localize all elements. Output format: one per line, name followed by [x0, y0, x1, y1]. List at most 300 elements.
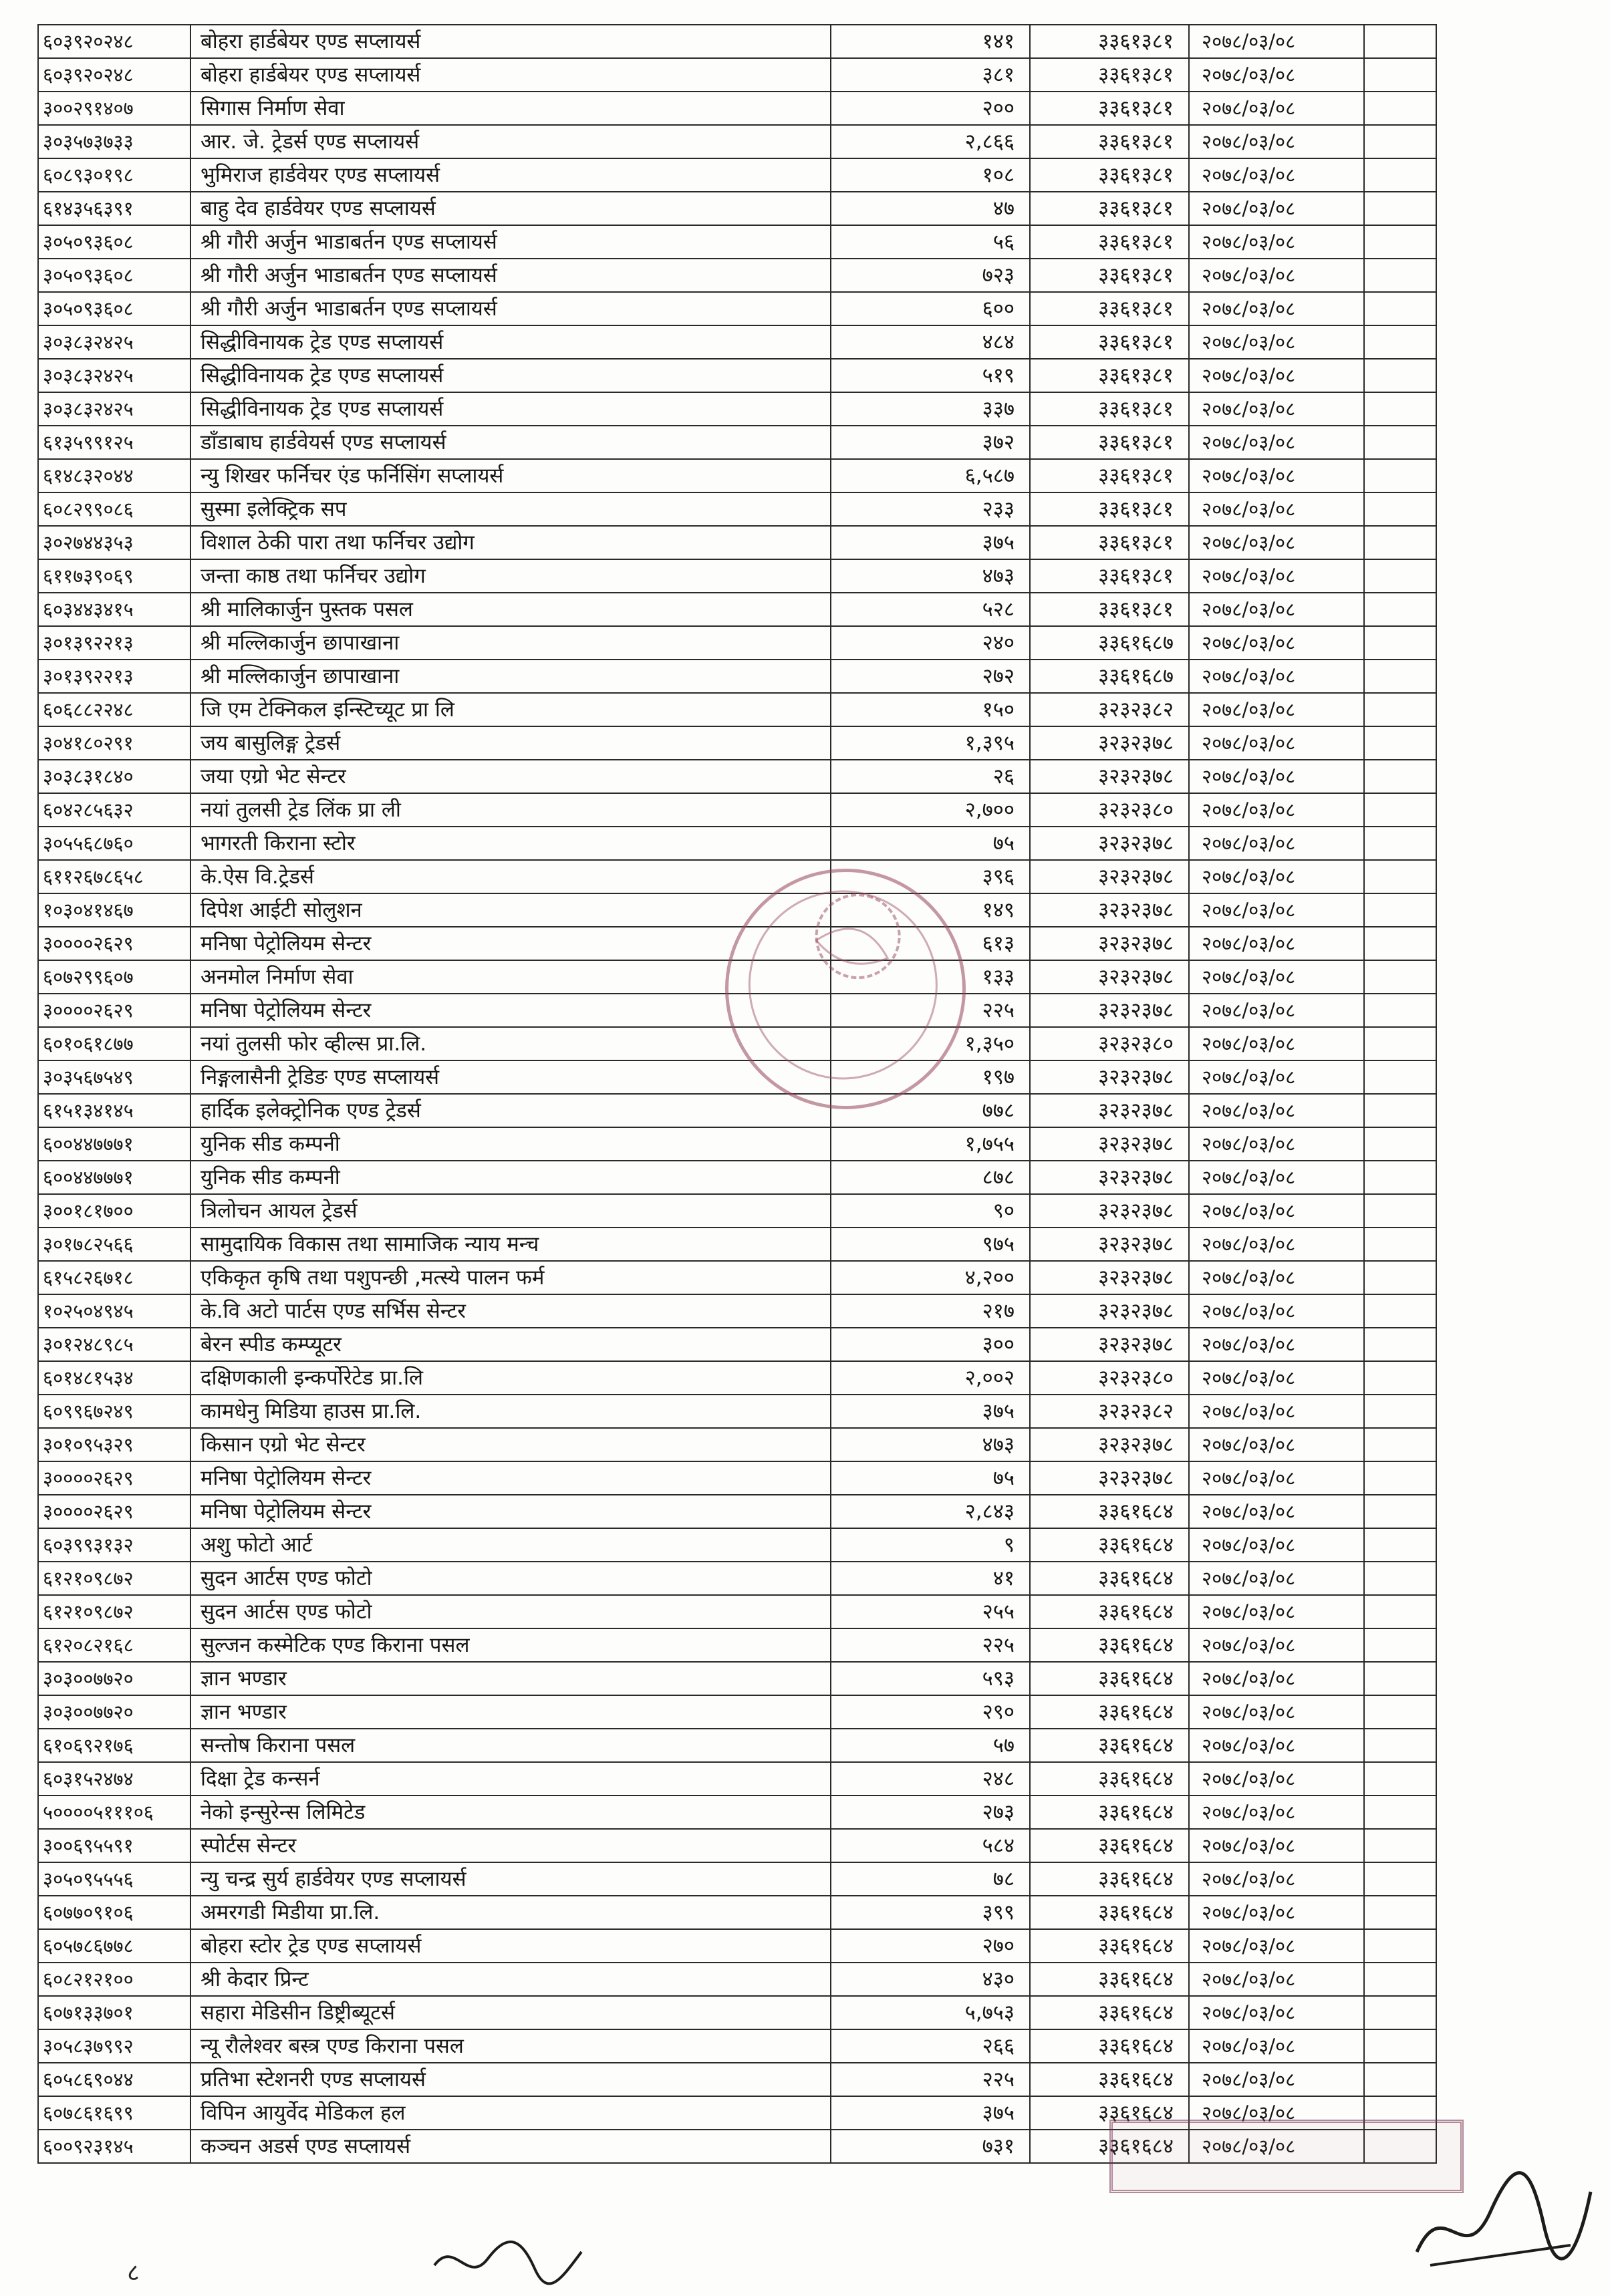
date-cell: २०७८/०३/०८: [1189, 2130, 1364, 2163]
blank-cell: [1364, 225, 1436, 259]
date-cell: २०७८/०३/०८: [1189, 1161, 1364, 1194]
date-cell: २०७८/०३/०८: [1189, 960, 1364, 994]
voucher-cell: ३२३२३७८: [1030, 1127, 1189, 1161]
pan-cell: ६१०६९२१७६: [38, 1729, 190, 1762]
blank-cell: [1364, 2063, 1436, 2096]
table-row: [38, 760, 1436, 793]
vendor-name-cell: आर. जे. ट्रेडर्स एण्ड सप्लायर्स: [190, 125, 831, 158]
date-cell: २०७८/०३/०८: [1189, 225, 1364, 259]
amount-cell: ७२३: [831, 259, 1030, 292]
pan-cell: ६०१४८१५३४: [38, 1361, 190, 1395]
amount-cell: ६००: [831, 292, 1030, 325]
table-row: [38, 2063, 1436, 2096]
pan-cell: ३००२९१४०७: [38, 92, 190, 125]
pan-cell: ३००६९५५९१: [38, 1829, 190, 1862]
blank-cell: [1364, 593, 1436, 626]
table-row: [38, 927, 1436, 960]
table-row: [38, 960, 1436, 994]
voucher-cell: ३२३२३८०: [1030, 1361, 1189, 1395]
amount-cell: ५९३: [831, 1662, 1030, 1695]
voucher-cell: ३२३२३७८: [1030, 827, 1189, 860]
table-row: [38, 2130, 1436, 2163]
amount-cell: १५०: [831, 693, 1030, 726]
table-row: [38, 1161, 1436, 1194]
table-row: [38, 1896, 1436, 1929]
date-cell: २०७८/०३/०८: [1189, 660, 1364, 693]
vendor-name-cell: भागरती किराना स्टोर: [190, 827, 831, 860]
voucher-cell: ३२३२३८०: [1030, 1027, 1189, 1060]
pan-cell: ३०३८३२४२५: [38, 325, 190, 359]
date-cell: २०७८/०३/०८: [1189, 1996, 1364, 2029]
table-row: [38, 1662, 1436, 1695]
date-cell: २०७८/०३/०८: [1189, 2029, 1364, 2063]
blank-cell: [1364, 1862, 1436, 1896]
vendor-name-cell: नयां तुलसी फोर व्हील्स प्रा.लि.: [190, 1027, 831, 1060]
pan-cell: ३०५०९५५५६: [38, 1862, 190, 1896]
table-row: [38, 2029, 1436, 2063]
voucher-cell: ३२३२३७८: [1030, 1228, 1189, 1261]
voucher-cell: ३३६१३८१: [1030, 292, 1189, 325]
date-cell: २०७८/०३/०८: [1189, 1762, 1364, 1796]
vendor-name-cell: सामुदायिक विकास तथा सामाजिक न्याय मन्च: [190, 1228, 831, 1261]
blank-cell: [1364, 492, 1436, 526]
blank-cell: [1364, 860, 1436, 893]
amount-cell: १०८: [831, 158, 1030, 192]
pan-cell: ३०५०९३६०८: [38, 292, 190, 325]
pan-cell: ६१२१०९८७२: [38, 1595, 190, 1628]
amount-cell: २००: [831, 92, 1030, 125]
blank-cell: [1364, 459, 1436, 492]
blank-cell: [1364, 92, 1436, 125]
pan-cell: ६१५८२६७१८: [38, 1261, 190, 1294]
amount-cell: ३७५: [831, 2096, 1030, 2130]
date-cell: २०७८/०३/०८: [1189, 459, 1364, 492]
voucher-cell: ३२३२३७८: [1030, 1261, 1189, 1294]
table-row: [38, 1261, 1436, 1294]
date-cell: २०७८/०३/०८: [1189, 492, 1364, 526]
table-row: [38, 125, 1436, 158]
pan-cell: १०२५०४९४५: [38, 1294, 190, 1328]
table-row: [38, 359, 1436, 392]
amount-cell: १४९: [831, 893, 1030, 927]
pan-cell: ३०३८३२४२५: [38, 392, 190, 426]
amount-cell: २६: [831, 760, 1030, 793]
table-row: [38, 1595, 1436, 1628]
date-cell: २०७८/०३/०८: [1189, 1127, 1364, 1161]
voucher-cell: ३३६१३८१: [1030, 92, 1189, 125]
voucher-cell: ३३६१६८४: [1030, 1495, 1189, 1528]
pan-cell: ३०१३९२२१३: [38, 626, 190, 660]
table-row: [38, 1060, 1436, 1094]
vendor-name-cell: बेरन स्पीड कम्प्यूटर: [190, 1328, 831, 1361]
amount-cell: २४०: [831, 626, 1030, 660]
table-row: [38, 1361, 1436, 1395]
voucher-cell: ३३६१३८१: [1030, 158, 1189, 192]
date-cell: २०७८/०३/०८: [1189, 1261, 1364, 1294]
date-cell: २०७८/०३/०८: [1189, 25, 1364, 58]
vendor-name-cell: जय बासुलिङ्ग ट्रेडर्स: [190, 726, 831, 760]
blank-cell: [1364, 960, 1436, 994]
blank-cell: [1364, 1762, 1436, 1796]
date-cell: २०७८/०३/०८: [1189, 392, 1364, 426]
blank-cell: [1364, 1929, 1436, 1963]
amount-cell: २९०: [831, 1695, 1030, 1729]
blank-cell: [1364, 526, 1436, 559]
blank-cell: [1364, 660, 1436, 693]
vendor-name-cell: दक्षिणकाली इन्कर्पोरेटेड प्रा.लि: [190, 1361, 831, 1395]
amount-cell: ४,२००: [831, 1261, 1030, 1294]
voucher-cell: ३३६१६८४: [1030, 1595, 1189, 1628]
table-row: [38, 626, 1436, 660]
vendor-name-cell: युनिक सीड कम्पनी: [190, 1127, 831, 1161]
signature-bottom: [428, 2232, 588, 2292]
date-cell: २०७८/०३/०८: [1189, 1228, 1364, 1261]
date-cell: २०७८/०३/०८: [1189, 1094, 1364, 1127]
voucher-cell: ३२३२३८०: [1030, 793, 1189, 827]
pan-cell: ६००९२३१४५: [38, 2130, 190, 2163]
pan-cell: ३०१२४८९८५: [38, 1328, 190, 1361]
voucher-cell: ३३६१३८१: [1030, 559, 1189, 593]
date-cell: २०७८/०३/०८: [1189, 526, 1364, 559]
pan-cell: ६०८२१२१००: [38, 1963, 190, 1996]
amount-cell: १४१: [831, 25, 1030, 58]
vendor-name-cell: श्री मल्लिकार्जुन छापाखाना: [190, 626, 831, 660]
blank-cell: [1364, 259, 1436, 292]
blank-cell: [1364, 1261, 1436, 1294]
voucher-cell: ३३६१३८१: [1030, 492, 1189, 526]
voucher-cell: ३३६१६८४: [1030, 1862, 1189, 1896]
amount-cell: ३००: [831, 1328, 1030, 1361]
vendor-name-cell: ज्ञान भण्डार: [190, 1662, 831, 1695]
vendor-name-cell: हार्दिक इलेक्ट्रोनिक एण्ड ट्रेडर्स: [190, 1094, 831, 1127]
date-cell: २०७८/०३/०८: [1189, 1662, 1364, 1695]
blank-cell: [1364, 626, 1436, 660]
pan-cell: ६००४४७७७१: [38, 1161, 190, 1194]
voucher-cell: ३३६१६८४: [1030, 2130, 1189, 2163]
blank-cell: [1364, 1829, 1436, 1862]
amount-cell: २७०: [831, 1929, 1030, 1963]
pan-cell: ३०३८३२४२५: [38, 359, 190, 392]
amount-cell: ४१: [831, 1562, 1030, 1595]
blank-cell: [1364, 1695, 1436, 1729]
amount-cell: ४८४: [831, 325, 1030, 359]
amount-cell: ७५: [831, 1461, 1030, 1495]
date-cell: २०७८/०३/०८: [1189, 827, 1364, 860]
vendor-name-cell: बाहु देव हार्डवेयर एण्ड सप्लायर्स: [190, 192, 831, 225]
voucher-cell: ३२३२३७८: [1030, 760, 1189, 793]
page-number-mark: ८: [127, 2259, 140, 2287]
table-row: [38, 1729, 1436, 1762]
pan-cell: ६०८९३०१९८: [38, 158, 190, 192]
voucher-cell: ३२३२३७८: [1030, 1060, 1189, 1094]
pan-cell: ३०५०९३६०८: [38, 225, 190, 259]
voucher-cell: ३३६१६८४: [1030, 1829, 1189, 1862]
vendor-name-cell: बोहरा हार्डबेयर एण्ड सप्लायर्स: [190, 25, 831, 58]
pan-cell: ६०७२९९६०७: [38, 960, 190, 994]
blank-cell: [1364, 192, 1436, 225]
payments-table: [37, 24, 1437, 2164]
pan-cell: ६०३१५२४७४: [38, 1762, 190, 1796]
table-row: [38, 1461, 1436, 1495]
blank-cell: [1364, 426, 1436, 459]
blank-cell: [1364, 1662, 1436, 1695]
amount-cell: २,८४३: [831, 1495, 1030, 1528]
blank-cell: [1364, 1361, 1436, 1395]
voucher-cell: ३२३२३७८: [1030, 927, 1189, 960]
date-cell: २०७८/०३/०८: [1189, 1729, 1364, 1762]
pan-cell: ३०३८३१८४०: [38, 760, 190, 793]
blank-cell: [1364, 1729, 1436, 1762]
amount-cell: २,००२: [831, 1361, 1030, 1395]
vendor-name-cell: त्रिलोचन आयल ट्रेडर्स: [190, 1194, 831, 1228]
voucher-cell: ३३६१६८४: [1030, 1796, 1189, 1829]
date-cell: २०७८/०३/०८: [1189, 1829, 1364, 1862]
pan-cell: ६०३४४३४१५: [38, 593, 190, 626]
table-row: [38, 192, 1436, 225]
pan-cell: ३०५८३७९९२: [38, 2029, 190, 2063]
pan-cell: ३०३००७७२०: [38, 1662, 190, 1695]
blank-cell: [1364, 1896, 1436, 1929]
blank-cell: [1364, 760, 1436, 793]
pan-cell: ६०१०६१८७७: [38, 1027, 190, 1060]
blank-cell: [1364, 1294, 1436, 1328]
pan-cell: ३०१७८२५६६: [38, 1228, 190, 1261]
table-row: [38, 225, 1436, 259]
blank-cell: [1364, 125, 1436, 158]
amount-cell: २७२: [831, 660, 1030, 693]
table-row: [38, 526, 1436, 559]
pan-cell: ३००००२६२९: [38, 927, 190, 960]
table-row: [38, 593, 1436, 626]
table-row: [38, 1862, 1436, 1896]
blank-cell: [1364, 1996, 1436, 2029]
pan-cell: ३०३५७३७३३: [38, 125, 190, 158]
vendor-name-cell: सुस्मा इलेक्ट्रिक सप: [190, 492, 831, 526]
date-cell: २०७८/०३/०८: [1189, 1060, 1364, 1094]
date-cell: २०७८/०३/०८: [1189, 158, 1364, 192]
vendor-name-cell: नेको इन्सुरेन्स लिमिटेड: [190, 1796, 831, 1829]
table-row: [38, 1562, 1436, 1595]
vendor-name-cell: ज्ञान भण्डार: [190, 1695, 831, 1729]
voucher-cell: ३३६१३८१: [1030, 526, 1189, 559]
table-body: [38, 25, 1436, 2163]
vendor-name-cell: मनिषा पेट्रोलियम सेन्टर: [190, 927, 831, 960]
table-row: [38, 426, 1436, 459]
amount-cell: २५५: [831, 1595, 1030, 1628]
vendor-name-cell: जन्ता काष्ठ तथा फर्निचर उद्योग: [190, 559, 831, 593]
vendor-name-cell: सुदन आर्टस एण्ड फोटो: [190, 1595, 831, 1628]
voucher-cell: ३३६१३८१: [1030, 359, 1189, 392]
table-row: [38, 1762, 1436, 1796]
date-cell: २०७८/०३/०८: [1189, 325, 1364, 359]
vendor-name-cell: सहारा मेडिसीन डिष्ट्रीब्यूटर्स: [190, 1996, 831, 2029]
pan-cell: ६०७१३३७०१: [38, 1996, 190, 2029]
pan-cell: ३०३००७७२०: [38, 1695, 190, 1729]
date-cell: २०७८/०३/०८: [1189, 1562, 1364, 1595]
voucher-cell: ३३६१३८१: [1030, 192, 1189, 225]
date-cell: २०७८/०३/०८: [1189, 1395, 1364, 1428]
vendor-name-cell: बोहरा स्टोर ट्रेड एण्ड सप्लायर्स: [190, 1929, 831, 1963]
voucher-cell: ३२३२३७८: [1030, 726, 1189, 760]
amount-cell: ९: [831, 1528, 1030, 1562]
pan-cell: ३०२७४४३५३: [38, 526, 190, 559]
amount-cell: २२५: [831, 994, 1030, 1027]
date-cell: २०७८/०३/०८: [1189, 1461, 1364, 1495]
table-row: [38, 25, 1436, 58]
vendor-name-cell: प्रतिभा स्टेशनरी एण्ड सप्लायर्स: [190, 2063, 831, 2096]
date-cell: २०७८/०३/०८: [1189, 1595, 1364, 1628]
vendor-name-cell: श्री गौरी अर्जुन भाडाबर्तन एण्ड सप्लायर्स: [190, 259, 831, 292]
vendor-name-cell: कामधेनु मिडिया हाउस प्रा.लि.: [190, 1395, 831, 1428]
pan-cell: ६०८२९९०८६: [38, 492, 190, 526]
pan-cell: ६१५१३४१४५: [38, 1094, 190, 1127]
voucher-cell: ३३६१६८४: [1030, 2063, 1189, 2096]
voucher-cell: ३३६१३८१: [1030, 426, 1189, 459]
vendor-name-cell: सुल्जन कस्मेटिक एण्ड किराना पसल: [190, 1628, 831, 1662]
date-cell: २०७८/०३/०८: [1189, 1528, 1364, 1562]
blank-cell: [1364, 994, 1436, 1027]
amount-cell: ८७८: [831, 1161, 1030, 1194]
pan-cell: ३००१८१७००: [38, 1194, 190, 1228]
pan-cell: १०३०४१४६७: [38, 893, 190, 927]
date-cell: २०७८/०३/०८: [1189, 192, 1364, 225]
blank-cell: [1364, 1528, 1436, 1562]
pan-cell: ६०५७८६७७८: [38, 1929, 190, 1963]
table-row: [38, 893, 1436, 927]
voucher-cell: ३३६१३८१: [1030, 225, 1189, 259]
amount-cell: ३८१: [831, 58, 1030, 92]
blank-cell: [1364, 1495, 1436, 1528]
table-row: [38, 1094, 1436, 1127]
amount-cell: ३७५: [831, 526, 1030, 559]
vendor-name-cell: एकिकृत कृषि तथा पशुपन्छी ,मत्स्ये पालन फर्म: [190, 1261, 831, 1294]
blank-cell: [1364, 1328, 1436, 1361]
date-cell: २०७८/०३/०८: [1189, 593, 1364, 626]
pan-cell: ६०६८८२२४८: [38, 693, 190, 726]
blank-cell: [1364, 1796, 1436, 1829]
amount-cell: ७५: [831, 827, 1030, 860]
table-row: [38, 492, 1436, 526]
vendor-name-cell: सिद्धीविनायक ट्रेड एण्ड सप्लायर्स: [190, 359, 831, 392]
table-row: [38, 92, 1436, 125]
voucher-cell: ३३६१६८४: [1030, 2096, 1189, 2130]
voucher-cell: ३३६१६८४: [1030, 1963, 1189, 1996]
date-cell: २०७८/०३/०८: [1189, 125, 1364, 158]
date-cell: २०७८/०३/०८: [1189, 1695, 1364, 1729]
table-row: [38, 994, 1436, 1027]
voucher-cell: ३३६१६८४: [1030, 2029, 1189, 2063]
amount-cell: ६१३: [831, 927, 1030, 960]
blank-cell: [1364, 1395, 1436, 1428]
voucher-cell: ३३६१६८४: [1030, 1662, 1189, 1695]
voucher-cell: ३३६१६८४: [1030, 1528, 1189, 1562]
date-cell: २०७८/०३/०८: [1189, 1796, 1364, 1829]
vendor-name-cell: न्यु शिखर फर्निचर एंड फर्निसिंग सप्लायर्स: [190, 459, 831, 492]
vendor-name-cell: सिद्धीविनायक ट्रेड एण्ड सप्लायर्स: [190, 325, 831, 359]
voucher-cell: ३३६१६८४: [1030, 1762, 1189, 1796]
vendor-name-cell: किसान एग्रो भेट सेन्टर: [190, 1428, 831, 1461]
date-cell: २०७८/०३/०८: [1189, 1294, 1364, 1328]
blank-cell: [1364, 2029, 1436, 2063]
table-row: [38, 1796, 1436, 1829]
voucher-cell: ३२३२३८२: [1030, 1395, 1189, 1428]
pan-cell: ३०५०९३६०८: [38, 259, 190, 292]
amount-cell: २७३: [831, 1796, 1030, 1829]
vendor-name-cell: न्यु चन्द्र सुर्य हार्डवेयर एण्ड सप्लायर्स: [190, 1862, 831, 1896]
blank-cell: [1364, 559, 1436, 593]
amount-cell: ३३७: [831, 392, 1030, 426]
voucher-cell: ३२३२३८२: [1030, 693, 1189, 726]
blank-cell: [1364, 1428, 1436, 1461]
date-cell: २०७८/०३/०८: [1189, 2063, 1364, 2096]
date-cell: २०७८/०३/०८: [1189, 626, 1364, 660]
vendor-name-cell: सन्तोष किराना पसल: [190, 1729, 831, 1762]
table-row: [38, 1328, 1436, 1361]
table-row: [38, 325, 1436, 359]
vendor-name-cell: भुमिराज हार्डवेयर एण्ड सप्लायर्स: [190, 158, 831, 192]
blank-cell: [1364, 392, 1436, 426]
date-cell: २०७८/०३/०८: [1189, 927, 1364, 960]
amount-cell: ५६: [831, 225, 1030, 259]
pan-cell: ६०५८६९०४४: [38, 2063, 190, 2096]
voucher-cell: ३३६१६८४: [1030, 1695, 1189, 1729]
vendor-name-cell: निङ्गलासैनी ट्रेडिङ एण्ड सप्लायर्स: [190, 1060, 831, 1094]
table-row: [38, 392, 1436, 426]
date-cell: २०७८/०३/०८: [1189, 760, 1364, 793]
voucher-cell: ३३६१३८१: [1030, 125, 1189, 158]
table-row: [38, 1428, 1436, 1461]
date-cell: २०७८/०३/०८: [1189, 359, 1364, 392]
voucher-cell: ३३६१६८४: [1030, 1628, 1189, 1662]
date-cell: २०७८/०३/०८: [1189, 92, 1364, 125]
blank-cell: [1364, 1628, 1436, 1662]
blank-cell: [1364, 292, 1436, 325]
blank-cell: [1364, 893, 1436, 927]
table-row: [38, 559, 1436, 593]
voucher-cell: ३३६१३८१: [1030, 259, 1189, 292]
amount-cell: ३७५: [831, 1395, 1030, 1428]
vendor-name-cell: अमरगडी मिडीया प्रा.लि.: [190, 1896, 831, 1929]
vendor-name-cell: डाँडाबाघ हार्डवेयर्स एण्ड सप्लायर्स: [190, 426, 831, 459]
vendor-name-cell: विपिन आयुर्वेद मेडिकल हल: [190, 2096, 831, 2130]
table-row: [38, 1194, 1436, 1228]
table-row: [38, 1495, 1436, 1528]
blank-cell: [1364, 359, 1436, 392]
amount-cell: १३३: [831, 960, 1030, 994]
table-row: [38, 58, 1436, 92]
table-row: [38, 1695, 1436, 1729]
vendor-name-cell: दिपेश आईटी सोलुशन: [190, 893, 831, 927]
pan-cell: ६०३९९३१३२: [38, 1528, 190, 1562]
pan-cell: ६०४२८५६३२: [38, 793, 190, 827]
voucher-cell: ३३६१६८४: [1030, 1929, 1189, 1963]
blank-cell: [1364, 1194, 1436, 1228]
date-cell: २०७८/०३/०८: [1189, 426, 1364, 459]
amount-cell: १,७५५: [831, 1127, 1030, 1161]
vendor-name-cell: के.वि अटो पार्टस एण्ड सर्भिस सेन्टर: [190, 1294, 831, 1328]
blank-cell: [1364, 1562, 1436, 1595]
amount-cell: २,८६६: [831, 125, 1030, 158]
vendor-name-cell: सुदन आर्टस एण्ड फोटो: [190, 1562, 831, 1595]
vendor-name-cell: जया एग्रो भेट सेन्टर: [190, 760, 831, 793]
vendor-name-cell: विशाल ठेकी पारा तथा फर्निचर उद्योग: [190, 526, 831, 559]
pan-cell: ६००४४७७७१: [38, 1127, 190, 1161]
vendor-name-cell: युनिक सीड कम्पनी: [190, 1161, 831, 1194]
amount-cell: २२५: [831, 1628, 1030, 1662]
vendor-name-cell: दिक्षा ट्रेड कन्सर्न: [190, 1762, 831, 1796]
pan-cell: ३००००२६२९: [38, 1461, 190, 1495]
date-cell: २०७८/०३/०८: [1189, 259, 1364, 292]
